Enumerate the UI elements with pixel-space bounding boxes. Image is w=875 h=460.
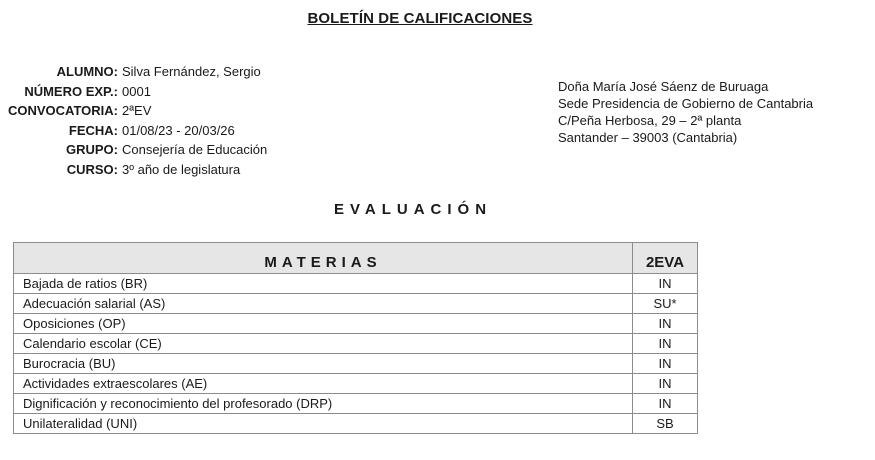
- table-row: [14, 414, 698, 434]
- subjects-column-header: MATERIAS: [14, 243, 633, 274]
- grade-cell: IN: [633, 374, 698, 394]
- subject-cell: Unilateralidad (UNI): [14, 414, 633, 434]
- subject-cell: Bajada de ratios (BR): [14, 274, 633, 294]
- field-value: 2ªEV: [122, 103, 152, 119]
- grade-cell: SU*: [633, 294, 698, 314]
- grade-column-header: 2EVA: [633, 243, 698, 274]
- address-line: C/Peña Herbosa, 29 – 2ª planta: [558, 113, 742, 128]
- student-field-grupo: [0, 140, 267, 160]
- subject-cell: Burocracia (BU): [14, 354, 633, 374]
- grade-cell: IN: [633, 274, 698, 294]
- student-info: [0, 62, 267, 180]
- document-title: BOLETÍN DE CALIFICACIONES: [307, 10, 533, 27]
- grade-cell: IN: [633, 394, 698, 414]
- field-label: CONVOCATORIA:: [7, 103, 118, 119]
- field-value: 01/08/23 - 20/03/26: [122, 122, 235, 138]
- table-row: [14, 334, 698, 354]
- table-row: [14, 354, 698, 374]
- table-row: [14, 374, 698, 394]
- grade-cell: IN: [633, 314, 698, 334]
- recipient-address: [558, 78, 813, 146]
- address-line: Doña María José Sáenz de Buruaga: [558, 79, 769, 94]
- field-value: 3º año de legislatura: [122, 161, 241, 177]
- field-value: Silva Fernández, Sergio: [122, 64, 261, 79]
- subject-cell: Calendario escolar (CE): [14, 334, 633, 354]
- field-value: Consejería de Educación: [122, 142, 268, 158]
- field-label: NÚMERO EXP.:: [24, 83, 118, 99]
- grade-cell: IN: [633, 334, 698, 354]
- address-line: Santander – 39003 (Cantabria): [558, 130, 738, 145]
- student-field-alumno: [0, 62, 267, 82]
- student-field-fecha: [0, 121, 267, 141]
- field-value: 0001: [122, 83, 151, 99]
- subject-cell: Actividades extraescolares (AE): [14, 374, 633, 394]
- subject-cell: Dignificación y reconocimiento del profesorado (DRP): [14, 394, 633, 414]
- grades-table: [13, 242, 698, 434]
- table-header-row: [14, 243, 698, 274]
- address-line: Sede Presidencia de Gobierno de Cantabria: [558, 96, 814, 111]
- field-label: GRUPO:: [66, 142, 118, 158]
- subject-cell: Oposiciones (OP): [14, 314, 633, 334]
- table-row: [14, 314, 698, 334]
- grade-cell: IN: [633, 354, 698, 374]
- evaluation-heading: EVALUACIÓN: [333, 201, 493, 218]
- grade-cell: SB: [633, 414, 698, 434]
- field-label: CURSO:: [66, 161, 118, 177]
- field-label: ALUMNO:: [56, 64, 118, 79]
- student-field-curso: [0, 160, 267, 180]
- table-row: [14, 394, 698, 414]
- student-field-convocatoria: [0, 101, 267, 121]
- subject-cell: Adecuación salarial (AS): [14, 294, 633, 314]
- table-row: [14, 294, 698, 314]
- table-row: [14, 274, 698, 294]
- field-label: FECHA:: [68, 122, 118, 138]
- student-field-numero-exp: [0, 82, 267, 102]
